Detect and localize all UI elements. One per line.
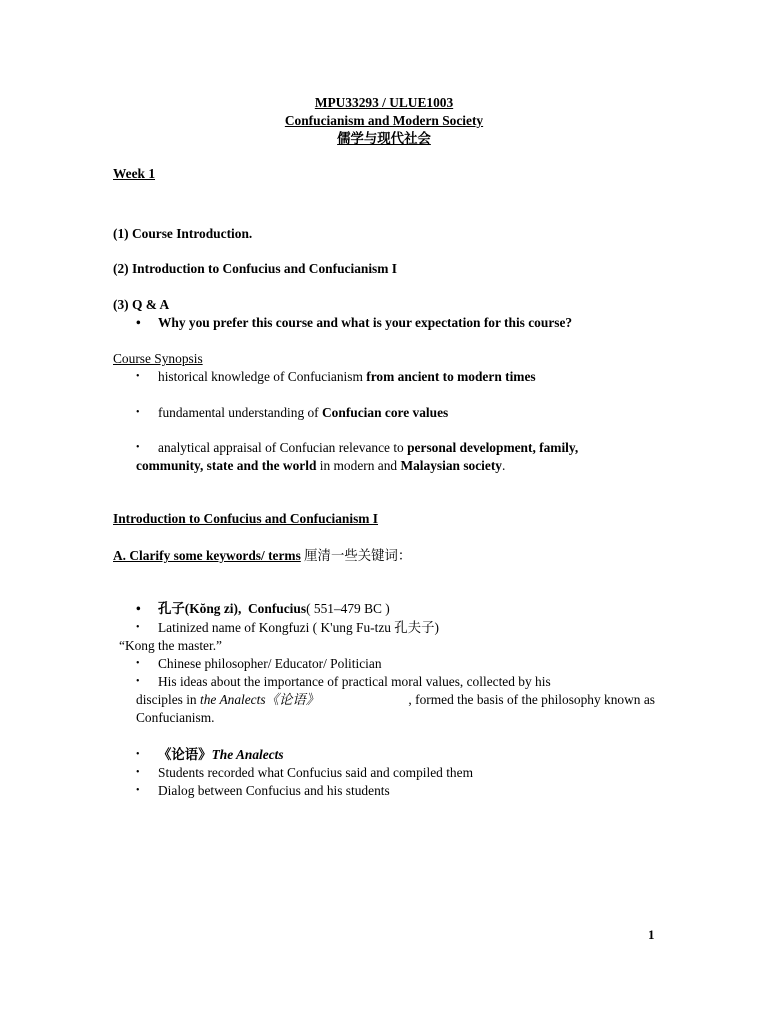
bullet-icon: •	[136, 442, 140, 453]
bullet-icon: •	[136, 407, 140, 418]
synopsis-heading: Course Synopsis	[113, 351, 203, 366]
agenda-item-1: (1) Course Introduction.	[113, 226, 253, 241]
qa-question: Why you prefer this course and what is your expectation for this course?	[158, 315, 573, 330]
analects-item-2: Dialog between Confucius and his students	[158, 783, 390, 798]
bullet-icon: •	[136, 767, 140, 778]
synopsis-item-1: historical knowledge of Confucianism from ancient to modern times	[158, 369, 536, 384]
agenda-item-3: (3) Q & A	[113, 297, 170, 312]
course-title: Confucianism and Modern Society	[284, 113, 484, 128]
week-heading: Week 1	[113, 166, 156, 181]
bullet-icon: •	[136, 658, 140, 669]
analects-item-1: Students recorded what Confucius said and compiled them	[158, 765, 473, 780]
confucius-ideas-line2: disciples in the Analects《论语》 , formed the basis of the philosophy known as	[136, 692, 655, 707]
confucius-kong: “Kong the master.”	[119, 638, 222, 653]
page-number: 1	[648, 927, 655, 942]
confucius-latin: Latinized name of Kongfuzi ( K'ung Fu-tzu 孔夫子)	[158, 620, 439, 635]
bullet-icon: •	[136, 601, 141, 616]
agenda-item-2: (2) Introduction to Confucius and Confucianism I	[113, 261, 397, 276]
bullet-icon: •	[136, 676, 140, 687]
clarify-heading: A. Clarify some keywords/ terms 厘清一些关键词：	[113, 548, 412, 563]
bullet-icon: •	[136, 371, 140, 382]
confucius-roles: Chinese philosopher/ Educator/ Politician	[158, 656, 382, 671]
synopsis-item-3-line2: community, state and the world in modern and Malaysian society.	[136, 458, 506, 473]
analects-title: 《论语》The Analects	[158, 747, 284, 762]
intro-heading: Introduction to Confucius and Confucianism I	[113, 511, 379, 526]
bullet-icon: •	[136, 622, 140, 633]
course-code: MPU33293 / ULUE1003	[314, 95, 454, 110]
synopsis-item-3-line1: analytical appraisal of Confucian relevance to personal development, family,	[158, 440, 579, 455]
bullet-icon: •	[136, 785, 140, 796]
bullet-icon: •	[136, 315, 141, 330]
confucius-name: 孔子(Kŏng zi), Confucius( 551–479 BC )	[158, 601, 390, 616]
confucius-ideas-line1: His ideas about the importance of practical moral values, collected by his	[158, 674, 551, 689]
bullet-icon: •	[136, 749, 140, 760]
course-title-cn: 儒学与现代社会	[337, 131, 431, 146]
synopsis-item-2: fundamental understanding of Confucian core values	[158, 405, 449, 420]
confucius-ideas-line3: Confucianism.	[136, 710, 215, 725]
